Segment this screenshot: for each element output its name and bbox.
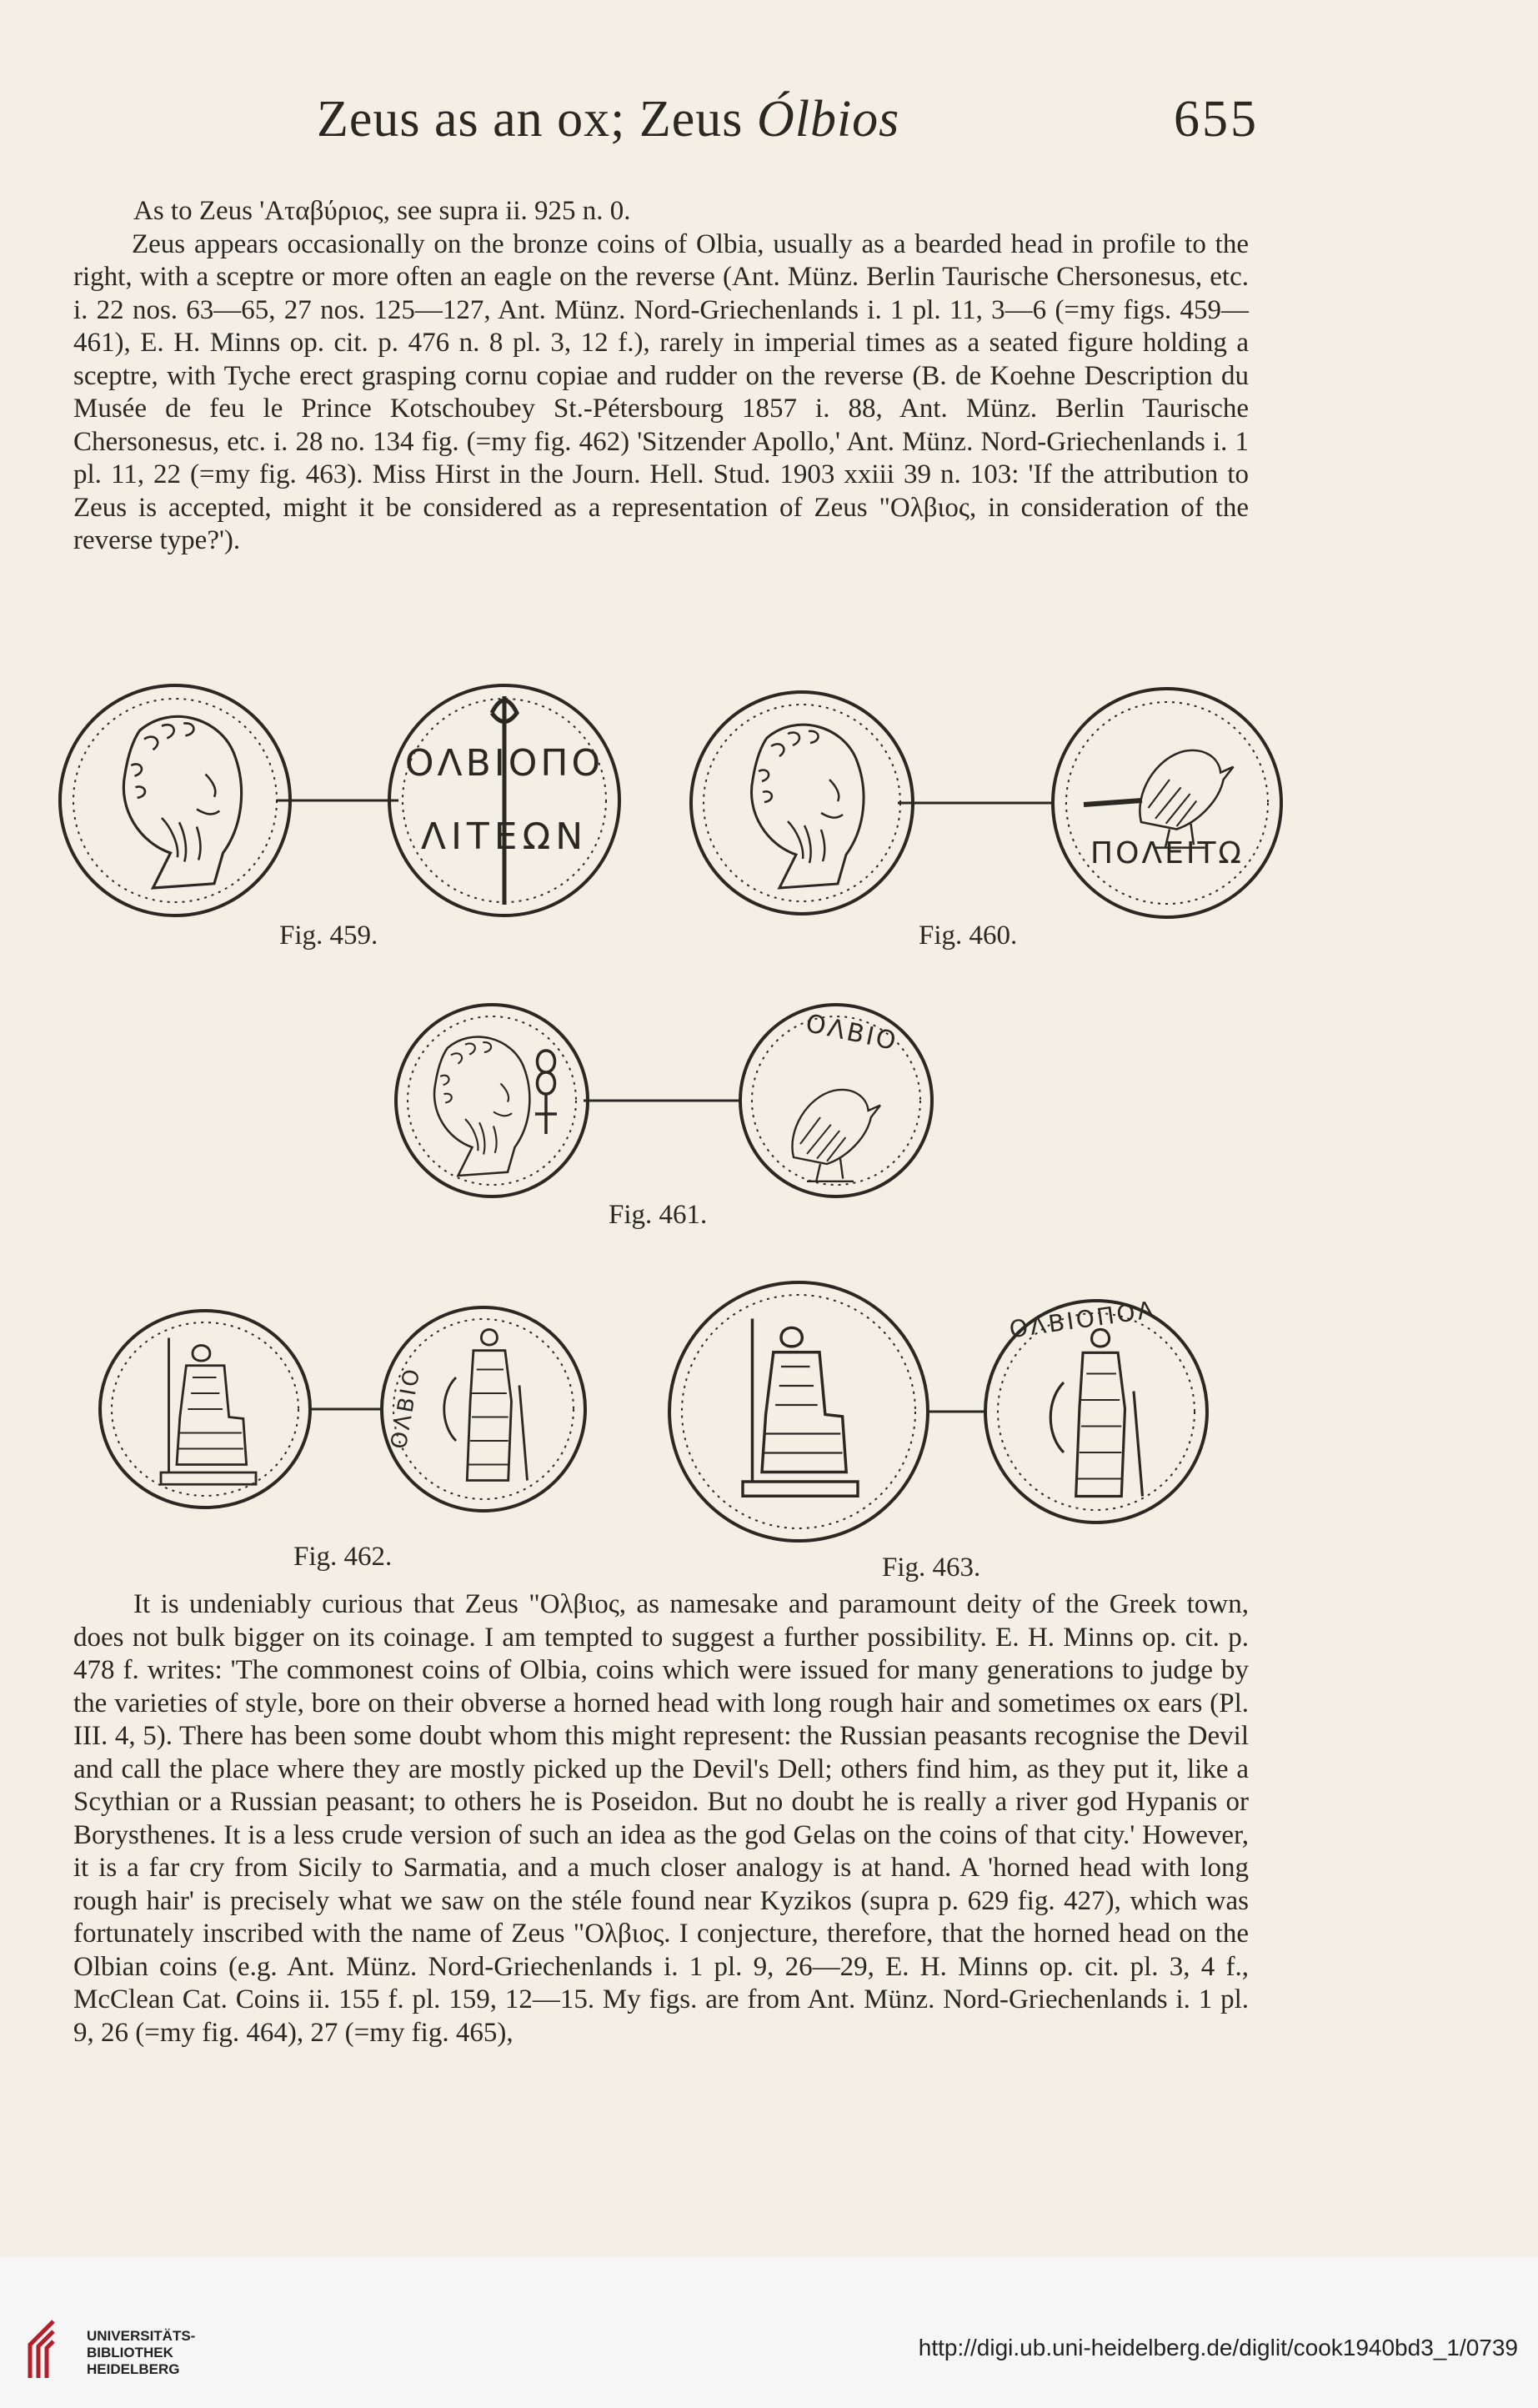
library-logo-icon bbox=[17, 2316, 70, 2383]
coin-461-obverse bbox=[396, 1005, 588, 1196]
legend-462: ΟΛΒΙΟ bbox=[386, 1365, 426, 1452]
page-number: 655 bbox=[1174, 91, 1259, 148]
figure-460 bbox=[691, 689, 1281, 951]
running-title-italic: Ólbios bbox=[756, 91, 900, 148]
source-url[interactable]: http://digi.ub.uni-heidelberg.de/diglit/cook1940bd3_1/0739 bbox=[918, 2335, 1518, 2360]
caption-fig-463: Fig. 463. bbox=[882, 1553, 981, 1583]
caption-fig-459: Fig. 459. bbox=[279, 921, 378, 951]
figure-463 bbox=[669, 1282, 1207, 1583]
caption-fig-461: Fig. 461. bbox=[609, 1200, 708, 1230]
caption-fig-460: Fig. 460. bbox=[919, 921, 1018, 951]
coin-460-obverse bbox=[691, 692, 913, 914]
library-footer bbox=[0, 2256, 1538, 2408]
figure-462 bbox=[100, 1307, 585, 1572]
legend-459-line2: ΛΙΤΕΩΝ bbox=[420, 815, 589, 858]
coin-463-obverse bbox=[669, 1282, 928, 1541]
legend-459-line1: ΟΛΒΙΟΠΟ bbox=[404, 742, 604, 785]
figure-459 bbox=[60, 685, 619, 951]
body-paragraph-1: It is undeniably curious that Zeus "Ολβιος, as namesake and paramount deity of the Greek town, does not bulk bigger on its coinage. I am tempted to suggest a further possibility. E. H. Minns op. cit. p. 478 f. writes: 'The commonest coins of Olbia, coins which were issued for many generations to judge by the varieties of style, bore on their obverse a horned head with long rough hair and sometimes ox ears (Pl. III. 4, 5). There has been some doubt whom this might represent: the Russian peasants recognise the Devil and call the place where they are mostly picked up the Devil's Dell; others find him, as they put it, like a Scythian or a Russian peasant; to others he is Poseidon. But no doubt he is really a river god Hypanis or Borysthenes. It is a less crude version of such an idea as the god Gelas on the coins of that city.' However, it is a far cry from Sicily to Sarmatia, and a much closer analogy is at hand. A 'horned head with long rough hair' is precisely what we saw on the stéle found near Kyzikos (supra p. 629 fig. 427), which was fortunately inscribed with the name of Zeus "Ολβιος. I conjecture, therefore, that the horned head on the Olbian coins (e.g. Ant. Münz. Nord-Griechenlands i. 1 pl. 9, 26—29, E. H. Minns op. cit. pl. 3, 4 f., McClean Cat. Coins ii. 155 f. pl. 159, 12—15. My figs. are from Ant. Münz. Nord-Griechenlands i. 1 pl. 9, 26 (=my fig. 464), 27 (=my fig. 465), bbox=[73, 1589, 1249, 2048]
coin-459-reverse bbox=[389, 685, 619, 916]
library-name-line-1: UNIVERSITÄTS- bbox=[87, 2328, 196, 2344]
library-name-line-3: HEIDELBERG bbox=[87, 2361, 180, 2377]
running-title-roman: Zeus as an ox; Zeus bbox=[317, 91, 757, 148]
legend-463: ΟΛΒΙΟΠΟΛ bbox=[1007, 1295, 1158, 1344]
caption-fig-462: Fig. 462. bbox=[293, 1542, 393, 1572]
coin-461-reverse bbox=[740, 1005, 932, 1196]
legend-461: ΟΛΒΙΟ bbox=[803, 1008, 901, 1057]
intro-paragraph-2: Zeus appears occasionally on the bronze coins of Olbia, usually as a bearded head in profile to the right, with a sceptre or more often an eagle on the reverse (Ant. Münz. Berlin Taurische Chersonesus, etc. i. 22 nos. 63—65, 27 nos. 125—127, Ant. Münz. Nord-Griechenlands i. 1 pl. 11, 3—6 (=my figs. 459—461), E. H. Minns op. cit. p. 476 n. 8 pl. 3, 12 f.), rarely in imperial times as a seated figure holding a sceptre, with Tyche erect grasping cornu copiae and rudder on the reverse (B. de Koehne Description du Musée de feu le Prince Kotschoubey St.-Pétersbourg 1857 i. 88, Ant. Münz. Berlin Taurische Chersonesus, etc. i. 28 no. 134 fig. (=my fig. 462) 'Sitzender Apollo,' Ant. Münz. Nord-Griechenlands i. 1 pl. 11, 22 (=my fig. 463). Miss Hirst in the Journ. Hell. Stud. 1903 xxiii 39 n. 103: 'If the attribution to Zeus is accepted, might it be considered as a representation of Zeus "Ολβιος, in consideration of the reverse type?'). bbox=[73, 228, 1249, 555]
library-name bbox=[87, 2328, 195, 2378]
library-name-line-2: BIBLIOTHEK bbox=[87, 2345, 173, 2360]
coin-460-reverse bbox=[1053, 689, 1281, 917]
coin-462-reverse bbox=[382, 1307, 585, 1511]
intro-paragraph-1: As to Zeus 'Αταβύριος, see supra ii. 925 n. 0. bbox=[133, 196, 631, 226]
coin-459-obverse bbox=[60, 685, 290, 916]
body-text bbox=[73, 1588, 1249, 2049]
figure-461 bbox=[396, 1005, 932, 1230]
coin-463-reverse bbox=[985, 1296, 1207, 1523]
legend-460: ΠΟΛΕΙΤΩ bbox=[1090, 836, 1244, 870]
coin-462-obverse bbox=[100, 1311, 310, 1508]
